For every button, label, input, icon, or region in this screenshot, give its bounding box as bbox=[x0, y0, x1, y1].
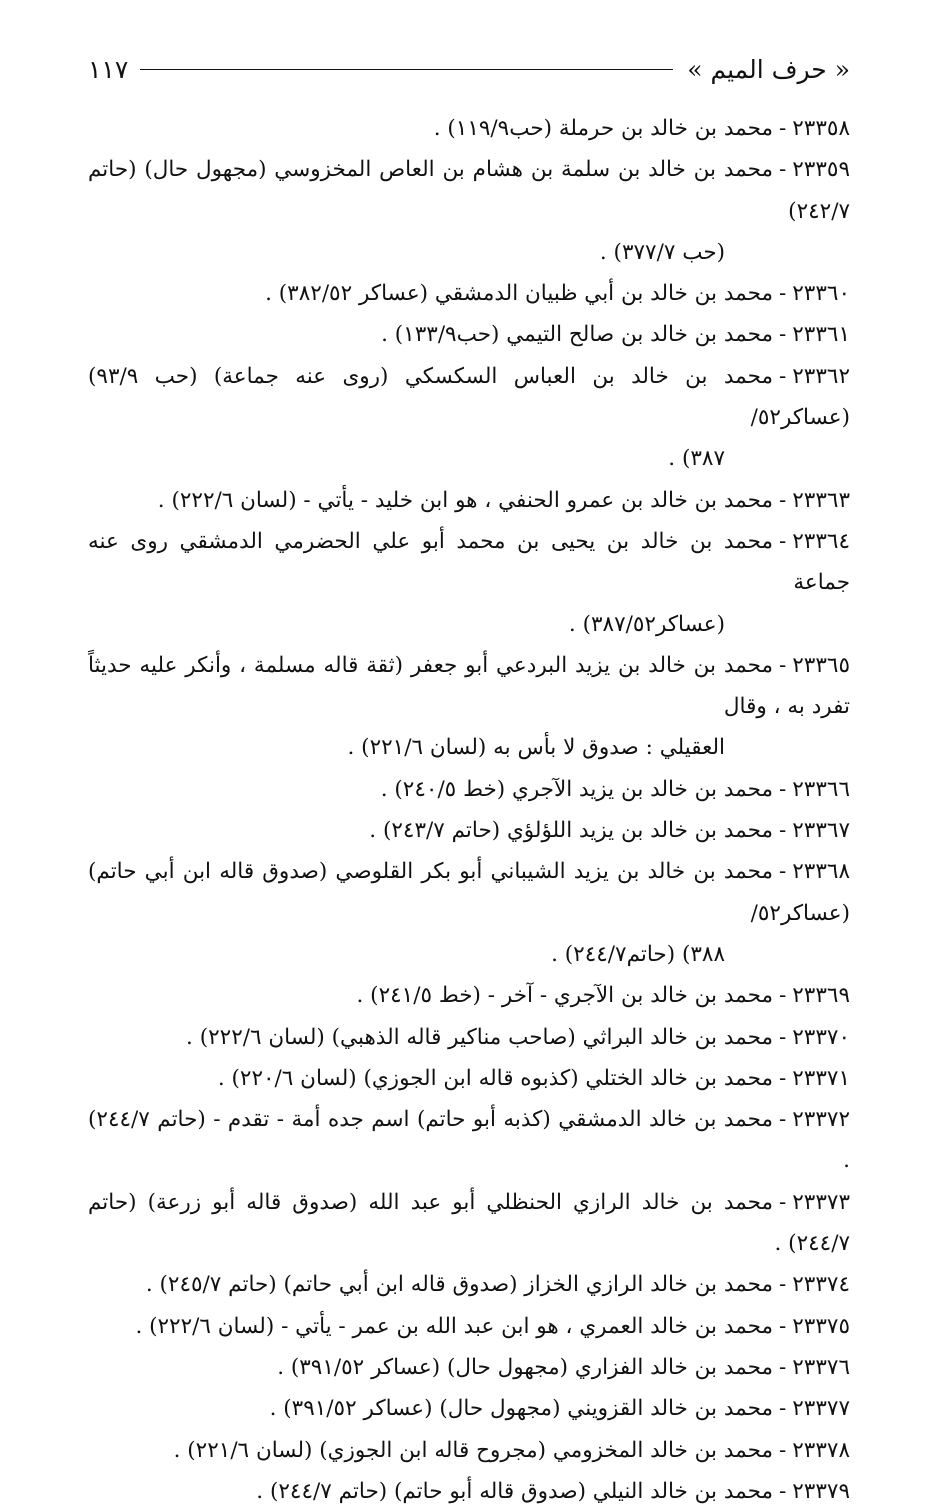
entry-number: ٢٣٣٥٩ bbox=[792, 157, 850, 183]
entry-continuation: ٣٨٧) . bbox=[668, 446, 725, 472]
entry-number: ٢٣٣٧٧ bbox=[792, 1396, 850, 1422]
entry-number: ٢٣٣٦٩ bbox=[792, 983, 850, 1009]
entry-٢٣٣٦٧ bbox=[88, 810, 850, 851]
entry-text: محمد بن خالد بن يزيد اللؤلؤي (حاتم ٢٤٣/٧) . bbox=[369, 818, 773, 844]
entry-٢٣٣٧٧ bbox=[88, 1388, 850, 1429]
header-rule bbox=[140, 69, 673, 70]
entry-dash: - bbox=[778, 1065, 787, 1091]
entry-text: محمد بن خالد البراثي (صاحب مناكير قاله الذهبي) (لسان ٢٢٢/٦) . bbox=[186, 1024, 773, 1050]
entry-dash: - bbox=[778, 652, 787, 678]
entry-dash: - bbox=[778, 1478, 787, 1504]
book-page bbox=[88, 44, 850, 1504]
entry-dash: - bbox=[778, 1024, 787, 1050]
entry-text: محمد بن خالد بن صالح التيمي (حب١٣٣/٩) . bbox=[381, 322, 773, 348]
entry-text: محمد بن خالد بن عمرو الحنفي ، هو ابن خليد - يأتي - (لسان ٢٢٢/٦) . bbox=[157, 487, 773, 513]
entry-dash: - bbox=[778, 322, 787, 348]
entry-number: ٢٣٣٦٥ bbox=[792, 652, 850, 678]
entry-text: محمد بن خالد النيلي (صدوق قاله أبو حاتم) (حاتم ٢٤٤/٧) . bbox=[256, 1478, 773, 1504]
entry-٢٣٣٧٢ bbox=[88, 1099, 850, 1182]
running-header bbox=[88, 44, 850, 94]
entry-number: ٢٣٣٥٨ bbox=[792, 116, 850, 141]
entry-text: محمد بن خالد بن حرملة (حب١١٩/٩) . bbox=[433, 116, 773, 141]
entry-٢٣٣٦١ bbox=[88, 314, 850, 355]
entry-dash: - bbox=[778, 1189, 787, 1215]
entry-٢٣٣٧٤ bbox=[88, 1264, 850, 1305]
entry-number: ٢٣٣٧١ bbox=[792, 1065, 850, 1091]
entry-٢٣٣٧١ bbox=[88, 1058, 850, 1099]
entry-٢٣٣٥٨ bbox=[88, 108, 850, 149]
entry-dash: - bbox=[778, 776, 787, 802]
entry-text: محمد بن خالد القزويني (مجهول حال) (عساكر ٣٩١/٥٢) . bbox=[269, 1396, 773, 1422]
entry-number: ٢٣٣٦٤ bbox=[792, 528, 850, 554]
entry-dash: - bbox=[778, 1107, 787, 1133]
entry-continuation: ٣٨٨) (حاتم٢٤٤/٧) . bbox=[551, 941, 725, 967]
entry-dash: - bbox=[778, 983, 787, 1009]
entry-٢٣٣٧٨ bbox=[88, 1430, 850, 1471]
entry-dash: - bbox=[778, 1396, 787, 1422]
entry-٢٣٣٦٦ bbox=[88, 769, 850, 810]
entry-number: ٢٣٣٧٥ bbox=[792, 1313, 850, 1339]
entry-number: ٢٣٣٧٣ bbox=[792, 1189, 850, 1215]
entry-dash: - bbox=[778, 1272, 787, 1298]
entry-number: ٢٣٣٧٦ bbox=[792, 1354, 850, 1380]
entry-٢٣٣٦٩ bbox=[88, 975, 850, 1016]
entry-dash: - bbox=[778, 859, 787, 885]
entry-٢٣٣٦٨ bbox=[88, 851, 850, 975]
entry-number: ٢٣٣٧٩ bbox=[792, 1478, 850, 1504]
entry-٢٣٣٧٠ bbox=[88, 1017, 850, 1058]
entry-٢٣٣٧٦ bbox=[88, 1347, 850, 1388]
entry-٢٣٣٧٩ bbox=[88, 1471, 850, 1512]
entry-text: محمد بن خالد المخزومي (مجروح قاله ابن الجوزي) (لسان ٢٢١/٦) . bbox=[173, 1437, 773, 1463]
entry-continuation: العقيلي : صدوق لا بأس به (لسان ٢٢١/٦) . bbox=[347, 735, 725, 761]
entry-dash: - bbox=[778, 487, 787, 513]
entry-text: محمد بن خالد الدمشقي (كذبه أبو حاتم) اسم جده أمة - تقدم - (حاتم ٢٤٤/٧) . bbox=[88, 1107, 850, 1174]
entry-٢٣٣٧٥ bbox=[88, 1306, 850, 1347]
entry-dash: - bbox=[778, 281, 787, 307]
entry-dash: - bbox=[778, 363, 787, 389]
entry-number: ٢٣٣٦٦ bbox=[792, 776, 850, 802]
entry-continuation: (حب ٣٧٧/٧) . bbox=[599, 239, 725, 265]
entry-text: محمد بن خالد بن يزيد البردعي أبو جعفر (ثقة قاله مسلمة ، وأنكر عليه حديثاً تفرد به ، وقال bbox=[88, 652, 850, 720]
entry-number: ٢٣٣٦٢ bbox=[792, 363, 850, 389]
entry-dash: - bbox=[778, 1354, 787, 1380]
entry-number: ٢٣٣٧٢ bbox=[792, 1107, 850, 1133]
entry-text: محمد بن خالد الختلي (كذبوه قاله ابن الجوزي) (لسان ٢٢٠/٦) . bbox=[217, 1065, 773, 1091]
entry-text: محمد بن خالد بن يزيد الشيباني أبو بكر القلوصي (صدوق قاله ابن أبي حاتم) (عساكر٥٢/ bbox=[88, 859, 850, 926]
entry-text: محمد بن خالد بن يحيى بن محمد أبو علي الحضرمي الدمشقي روى عنه جماعة bbox=[88, 528, 850, 596]
entry-number: ٢٣٣٧٨ bbox=[792, 1437, 850, 1463]
entry-text: محمد بن خالد بن العباس السكسكي (روى عنه جماعة) (حب ٩٣/٩) (عساكر٥٢/ bbox=[88, 363, 850, 431]
entry-٢٣٣٦٠ bbox=[88, 273, 850, 314]
entry-٢٣٣٦٣ bbox=[88, 480, 850, 521]
entry-dash: - bbox=[778, 116, 787, 141]
entry-number: ٢٣٣٦٣ bbox=[792, 487, 850, 513]
entry-text: محمد بن خالد العمري ، هو ابن عبد الله بن عمر - يأتي - (لسان ٢٢٢/٦) . bbox=[135, 1313, 773, 1339]
entry-number: ٢٣٣٦١ bbox=[792, 322, 850, 348]
entry-٢٣٣٦٥ bbox=[88, 645, 850, 769]
entry-number: ٢٣٣٧٤ bbox=[792, 1272, 850, 1298]
entry-text: محمد بن خالد بن الآجري - آخر - (خط ٢٤١/٥) . bbox=[356, 983, 773, 1009]
entry-٢٣٣٦٤ bbox=[88, 521, 850, 645]
entry-٢٣٣٦٢ bbox=[88, 356, 850, 480]
entry-text: محمد بن خالد بن سلمة بن هشام بن العاص المخزوسي (مجهول حال) (حاتم ٢٤٢/٧) bbox=[88, 157, 850, 224]
entry-text: محمد بن خالد بن أبي ظبيان الدمشقي (عساكر ٣٨٢/٥٢) . bbox=[265, 281, 773, 307]
entry-number: ٢٣٣٦٧ bbox=[792, 818, 850, 844]
entry-text: محمد بن خالد بن يزيد الآجري (خط ٢٤٠/٥) . bbox=[380, 776, 773, 802]
entry-continuation: (عساكر٣٨٧/٥٢) . bbox=[568, 611, 725, 637]
entry-number: ٢٣٣٧٠ bbox=[792, 1024, 850, 1050]
entry-text: محمد بن خالد الفزاري (مجهول حال) (عساكر ٣٩١/٥٢) . bbox=[277, 1354, 773, 1380]
entry-number: ٢٣٣٦٠ bbox=[792, 281, 850, 307]
entry-list bbox=[88, 108, 850, 1512]
entry-dash: - bbox=[778, 528, 787, 554]
chapter-title: « حرف الميم » bbox=[687, 54, 850, 84]
page-number: ١١٧ bbox=[88, 54, 129, 84]
entry-dash: - bbox=[778, 1313, 787, 1339]
entry-dash: - bbox=[778, 818, 787, 844]
entry-dash: - bbox=[778, 157, 787, 183]
entry-٢٣٣٧٣ bbox=[88, 1182, 850, 1265]
entry-text: محمد بن خالد الرازي الخزاز (صدوق قاله ابن أبي حاتم) (حاتم ٢٤٥/٧) . bbox=[145, 1272, 773, 1298]
entry-text: محمد بن خالد الرازي الحنظلي أبو عبد الله (صدوق قاله أبو زرعة) (حاتم ٢٤٤/٧) . bbox=[88, 1189, 850, 1257]
entry-dash: - bbox=[778, 1437, 787, 1463]
entry-number: ٢٣٣٦٨ bbox=[792, 859, 850, 885]
entry-٢٣٣٥٩ bbox=[88, 149, 850, 273]
